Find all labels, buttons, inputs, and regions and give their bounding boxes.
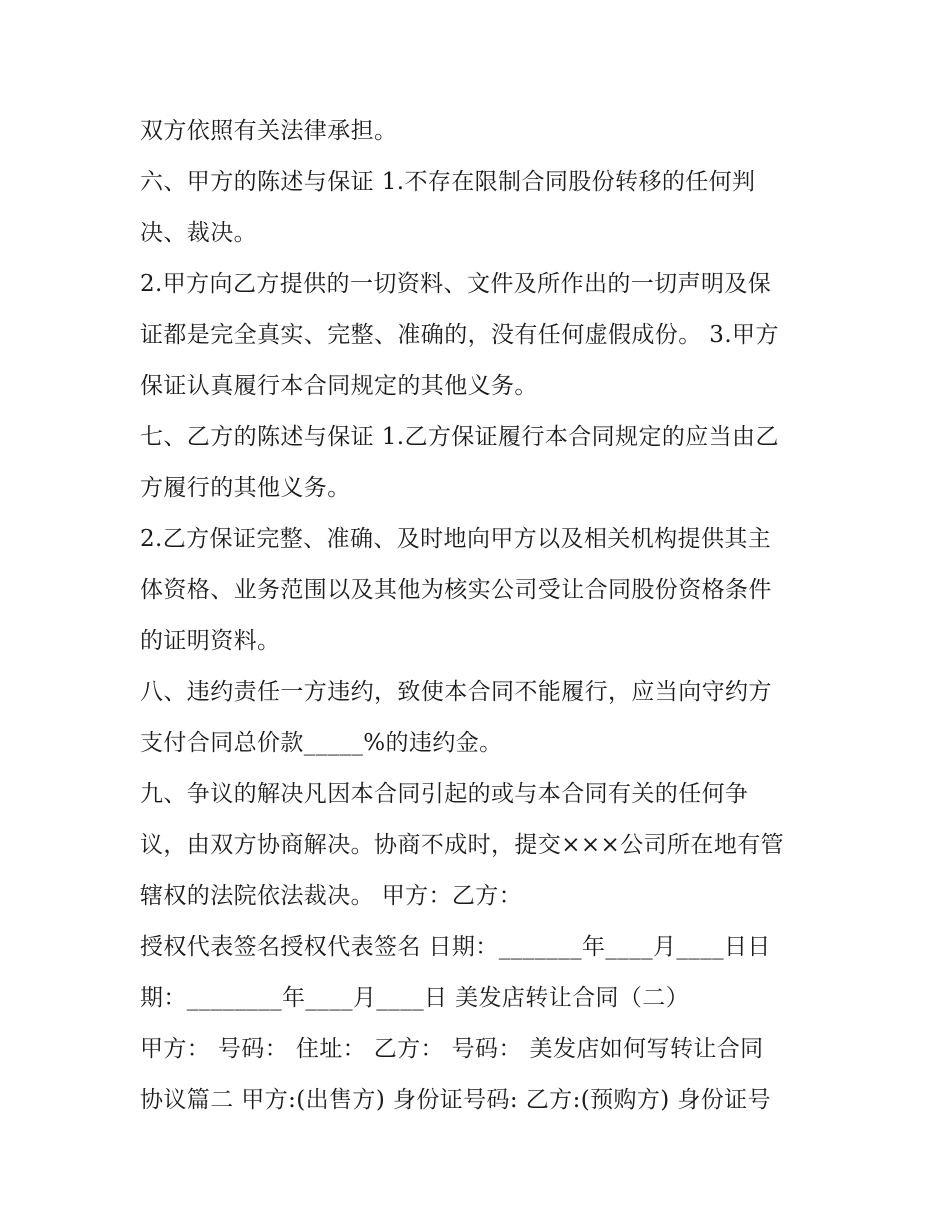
text-line: 决、裁决。 bbox=[140, 220, 257, 246]
text-line: 授权代表签名授权代表签名 日期：_______年____月____日日 bbox=[140, 934, 771, 960]
text-line: 辖权的法院依法裁决。 甲方：乙方： bbox=[140, 883, 523, 909]
text-line: 证都是完全真实、完整、准确的，没有任何虚假成份。 3.甲方 bbox=[140, 322, 779, 348]
text-line: 期：________年____月____日 美发店转让合同（二） bbox=[140, 985, 690, 1011]
text-line: 2.甲方向乙方提供的一切资料、文件及所作出的一切声明及保 bbox=[140, 271, 772, 297]
text-line: 九、争议的解决凡因本合同引起的或与本合同有关的任何争 bbox=[140, 781, 749, 807]
text-line: 七、乙方的陈述与保证 1.乙方保证履行本合同规定的应当由乙 bbox=[140, 424, 779, 450]
text-line: 2.乙方保证完整、准确、及时地向甲方以及相关机构提供其主 bbox=[140, 526, 772, 552]
document-body bbox=[140, 106, 830, 1126]
text-line: 八、违约责任一方违约，致使本合同不能履行，应当向守约方 bbox=[140, 679, 772, 705]
text-line: 方履行的其他义务。 bbox=[140, 475, 351, 501]
text-line: 六、甲方的陈述与保证 1.不存在限制合同股份转移的任何判 bbox=[140, 169, 756, 195]
text-line: 议，由双方协商解决。协商不成时，提交×××公司所在地有管 bbox=[140, 832, 785, 858]
text-line: 体资格、业务范围以及其他为核实公司受让合同股份资格条件 bbox=[140, 577, 772, 603]
text-line: 双方依照有关法律承担。 bbox=[140, 118, 398, 144]
text-line: 甲方： 号码： 住址： 乙方： 号码： 美发店如何写转让合同 bbox=[140, 1036, 764, 1062]
text-line: 支付合同总价款_____%的违约金。 bbox=[140, 730, 503, 756]
text-line: 的证明资料。 bbox=[140, 628, 281, 654]
text-line: 保证认真履行本合同规定的其他义务。 bbox=[140, 373, 538, 399]
text-line: 协议篇二 甲方:(出售方) 身份证号码: 乙方:(预购方) 身份证号 bbox=[140, 1087, 771, 1113]
